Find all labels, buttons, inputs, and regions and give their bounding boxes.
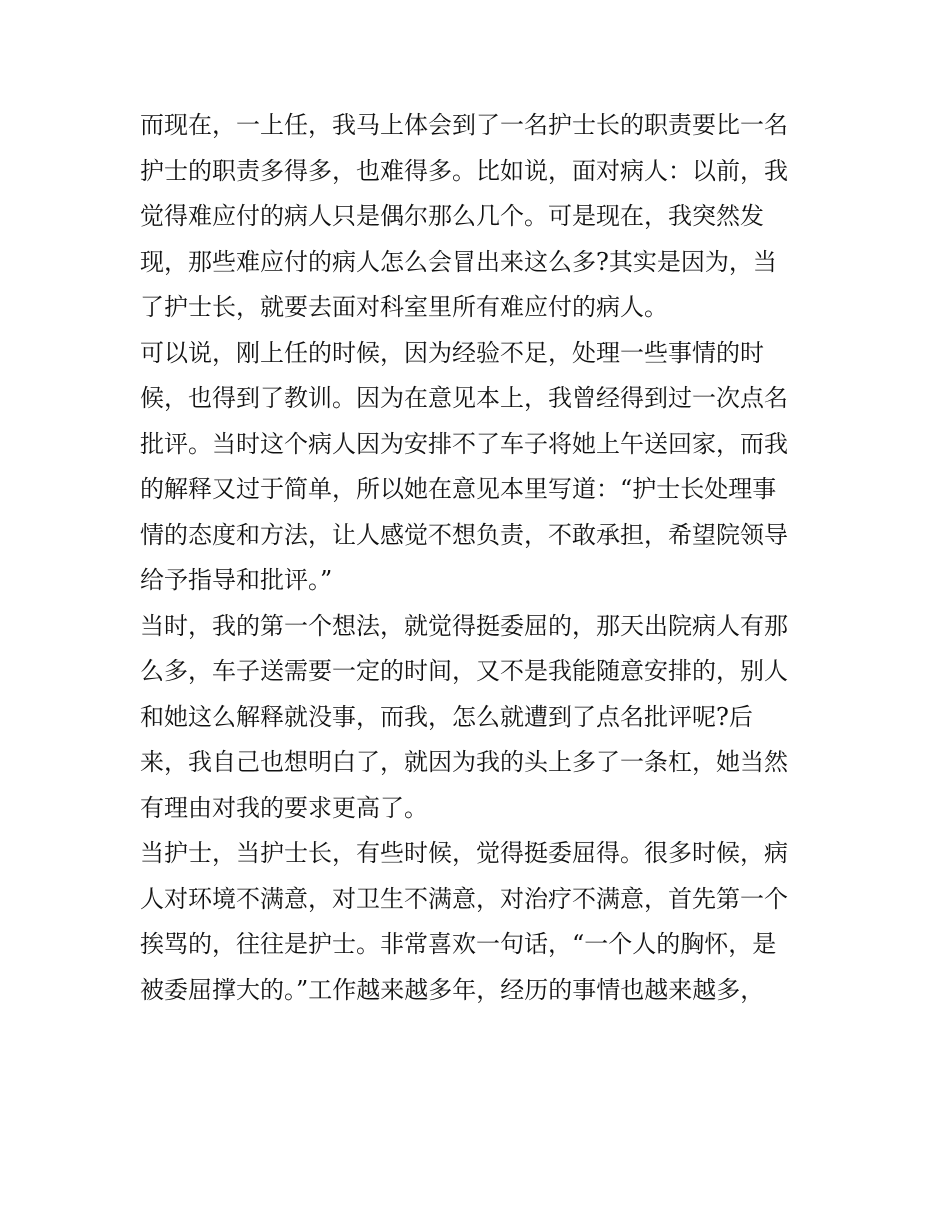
- text-line: 觉得难应付的病人只是偶尔那么几个。可是现在，我突然发: [140, 202, 764, 230]
- text-line: 么多，车子送需要一定的时间，又不是我能随意安排的，别人: [140, 657, 788, 685]
- text-line: 有理由对我的要求更高了。: [140, 793, 428, 822]
- text-line: 人对环境不满意，对卫生不满意，对治疗不满意，首先第一个: [140, 884, 788, 913]
- text-line: 当护士，当护士长，有些时候，觉得挺委屈得。很多时候，病: [140, 839, 788, 867]
- text-line: 被委屈撑大的。”工作越来越多年，经历的事情也越来越多，: [140, 975, 765, 1004]
- text-line: 给予指导和批评。”: [140, 566, 333, 594]
- text-line: 而现在，一上任，我马上体会到了一名护士长的职责要比一名: [140, 111, 788, 139]
- text-line: 候，也得到了教训。因为在意见本上，我曾经得到过一次点名: [140, 384, 788, 412]
- body-text: [140, 103, 820, 1013]
- text-line: 的解释又过于简单，所以她在意见本里写道：“护士长处理事: [140, 475, 777, 503]
- text-line: 挨骂的，往往是护士。非常喜欢一句话，“一个人的胸怀，是: [140, 930, 777, 958]
- text-line: 批评。当时这个病人因为安排不了车子将她上午送回家，而我: [140, 429, 788, 458]
- text-line: 了护士长，就要去面对科室里所有难应付的病人。: [140, 293, 668, 321]
- text-line: 现，那些难应付的病人怎么会冒出来这么多?其实是因为，当: [140, 247, 777, 276]
- text-line: 情的态度和方法，让人感觉不想负责，不敢承担，希望院领导: [140, 520, 788, 549]
- text-line: 和她这么解释就没事，而我，怎么就遭到了点名批评呢?后: [140, 702, 753, 731]
- text-line: 当时，我的第一个想法，就觉得挺委屈的，那天出院病人有那: [140, 611, 788, 640]
- text-line: 来，我自己也想明白了，就因为我的头上多了一条杠，她当然: [140, 748, 788, 776]
- text-line: 护士的职责多得多，也难得多。比如说，面对病人：以前，我: [140, 156, 788, 185]
- text-line: 可以说，刚上任的时候，因为经验不足，处理一些事情的时: [140, 338, 764, 367]
